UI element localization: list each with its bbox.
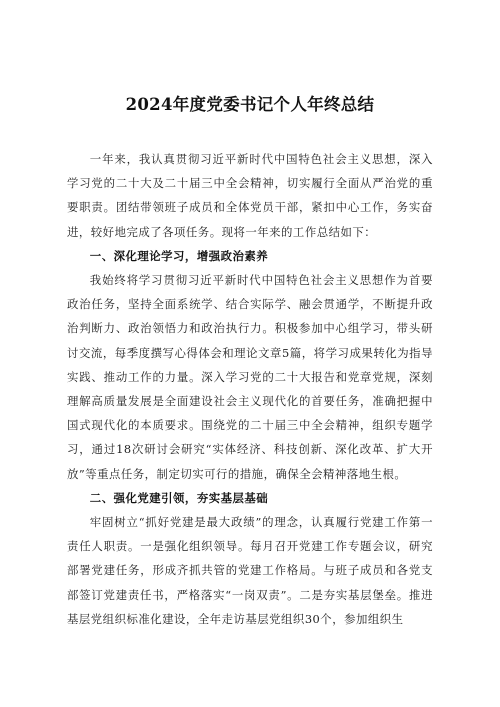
document-title: 2024年度党委书记个人年终总结	[125, 95, 375, 114]
section-heading-1: 一、深化理论学习，增强政治素养	[89, 248, 269, 263]
section-body-2: 牢固树立“抓好党建是最大政绩”的理念，认真履行党建工作第一责任人职责。一是强化组织领导。每月召开党建工作专题会议，研究部署党建任务，形成齐抓共管的党建工作格局。与班子成员和各党支部签订党建责任书，严格落实“一岗双责”。二是夯实基层堡垒。推进基层党组织标准化建设，全年走访基层党组织30个，参加组织生	[67, 515, 433, 626]
section-heading-2: 二、强化党建引领，夯实基层基础	[89, 490, 269, 505]
section-body-1: 我始终将学习贯彻习近平新时代中国特色社会主义思想作为首要政治任务，坚持全面系统学、结合实际学、融会贯通学，不断提升政治判断力、政治领悟力和政治执行力。积极参加中心组学习，带头研讨交流，每季度撰写心得体会和理论文章5篇，将学习成果转化为指导实践、推动工作的力量。深入学习党的二十大报告和党章党规，深刻理解高质量发展是全面建设社会主义现代化的首要任务，准确把握中国式现代化的本质要求。围绕党的二十届三中全会精神，组织专题学习，通过18次研讨会研究“实体经济、科技创新、深化改革、扩大开放”等重点任务，制定切实可行的措施，确保全会精神落地生根。	[67, 273, 433, 481]
intro-paragraph: 一年来，我认真贯彻习近平新时代中国特色社会主义思想，深入学习党的二十大及二十届三中全会精神，切实履行全面从严治党的重要职责。团结带领班子成员和全体党员干部，紧扣中心工作，务实奋进，较好地完成了各项任务。现将一年来的工作总结如下：	[67, 152, 433, 239]
document-body	[67, 147, 433, 631]
